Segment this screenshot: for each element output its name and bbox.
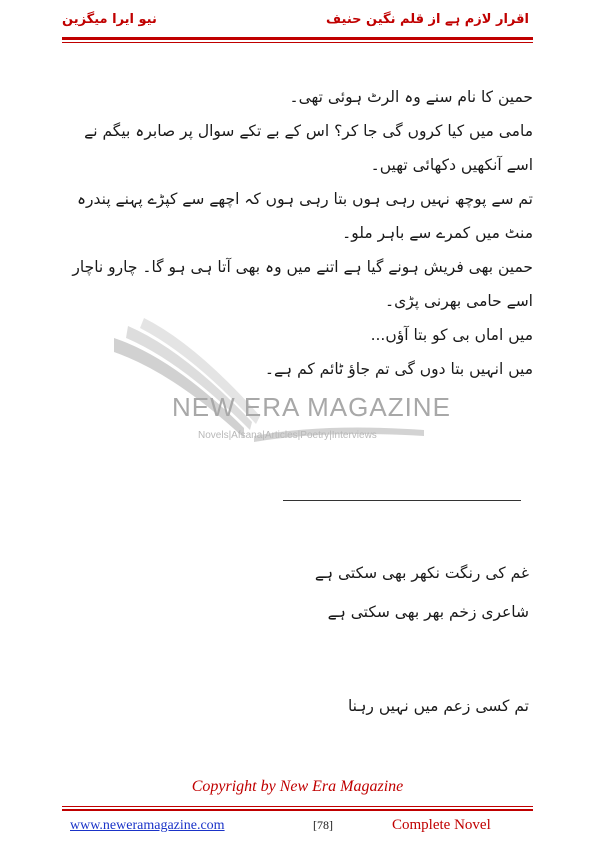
copyright-notice: Copyright by New Era Magazine — [191, 778, 404, 795]
page-number: [78] — [313, 818, 333, 832]
paragraph: میں انہیں بتا دوں گی تم جاؤ ٹائم کم ہے۔ — [264, 360, 533, 378]
footer-rule-thick — [62, 809, 533, 811]
header-rule-thin — [62, 42, 533, 43]
section-divider — [283, 500, 521, 501]
paragraph: تم سے پوچھ نہیں رہی ہوں بتا رہی ہوں کہ اچھے سے کپڑے پہنے پندرہ منٹ میں کمرے سے باہر ملو۔ — [76, 190, 533, 242]
footer-label: Complete Novel — [392, 817, 491, 833]
paragraph: حمین بھی فریش ہونے گیا ہے اتنے میں وہ بھی آتا ہی ہو گا۔ چارو ناچار اسے حامی بھرنی پڑی۔ — [72, 258, 533, 310]
paragraph: مامی میں کیا کروں گی جا کر؟ اس کے بے تکے سوال پر صابرہ بیگم نے اسے آنکھیں دکھائی تھیں۔ — [84, 122, 533, 174]
paragraph: حمین کا نام سنے وہ الرٹ ہوئی تھی۔ — [289, 88, 533, 106]
story-text — [66, 80, 533, 386]
watermark-subtitle: Novels|Afsana|Articles|Poetry|Interviews — [198, 430, 377, 441]
poem-line: تم کسی زعم میں نہیں رہنا — [347, 697, 529, 715]
paragraph: میں اماں بی کو بتا آؤں... — [370, 326, 533, 344]
footer-rule-thin — [62, 806, 533, 807]
poem-line: شاعری زخم بھر بھی سکتی ہے — [327, 603, 529, 621]
watermark-title: NEW ERA MAGAZINE — [172, 392, 451, 422]
header-magazine-name: نیو ایرا میگزین — [62, 12, 157, 27]
poem-line: غم کی رنگت نکھر بھی سکتی ہے — [314, 564, 529, 582]
website-link[interactable]: www.neweramagazine.com — [70, 818, 225, 833]
header-rule-thick — [62, 37, 533, 40]
header-novel-title: اقرار لازم ہے از قلم نگین حنیف — [326, 12, 529, 27]
